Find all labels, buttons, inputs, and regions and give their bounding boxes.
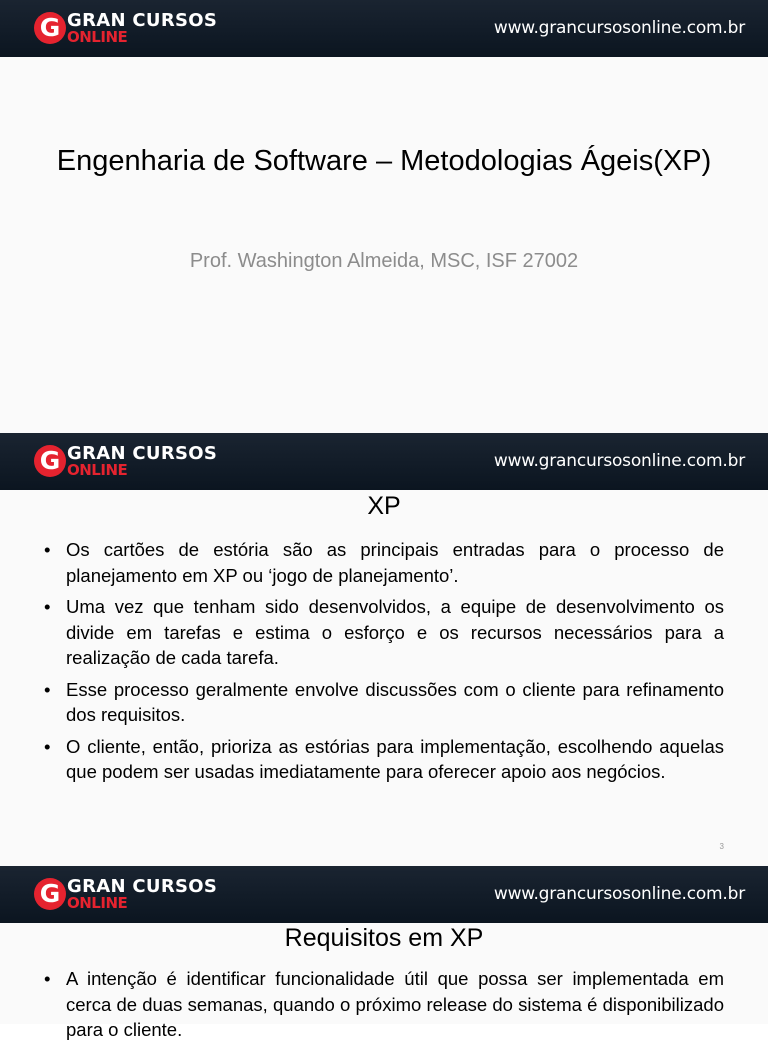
bullet-item: [44, 734, 724, 785]
bullet-text: Os cartões de estória são as principais entradas para o processo de planejamento em XP ou ‘jogo de planejamento’.: [66, 539, 724, 586]
bullet-icon: •: [44, 735, 51, 757]
bullet-icon: •: [44, 539, 51, 560]
site-url: www.grancursosonline.com.br: [493, 451, 745, 471]
logo-g-icon: G: [34, 445, 66, 477]
logo-wordmark-bottom: ONLINE: [67, 28, 128, 46]
gran-cursos-logo: [34, 877, 224, 913]
slide-header: [0, 433, 768, 490]
slide-title: Requisitos em XP: [284, 924, 484, 952]
bullet-item: [44, 537, 724, 588]
bullet-text: A intenção é identificar funcionalidade útil que possa ser implementada em cerca de duas semanas, quando o próximo release do sistema é disponibilizado para o cliente.: [66, 968, 724, 1040]
slide-xp: [0, 433, 768, 866]
slide-title: XP: [367, 492, 401, 520]
bullet-list: [44, 537, 724, 791]
logo-wordmark-top: GRAN CURSOS: [67, 443, 218, 464]
site-url: www.grancursosonline.com.br: [493, 18, 745, 38]
bullet-item: [44, 677, 724, 728]
gran-cursos-logo: [34, 444, 224, 480]
bullet-text: O cliente, então, prioriza as estórias para implementação, escolhendo aquelas que podem ser usadas imediatamente para oferecer apoio aos negócios.: [66, 735, 724, 782]
slide-header: [0, 866, 768, 923]
bullet-icon: •: [44, 596, 51, 617]
logo-wordmark-bottom: ONLINE: [67, 894, 128, 912]
logo-wordmark-bottom: ONLINE: [67, 461, 128, 479]
gran-cursos-logo: [34, 11, 224, 47]
bullet-list: [44, 966, 724, 1049]
presenter-name: Prof. Washington Almeida, MSC, ISF 27002: [189, 250, 579, 272]
slide-cover: [0, 0, 768, 433]
page-number: 3: [719, 842, 724, 851]
logo-wordmark-top: GRAN CURSOS: [67, 876, 218, 897]
bullet-text: Esse processo geralmente envolve discussões com o cliente para refinamento dos requisitos.: [66, 678, 724, 725]
site-url: www.grancursosonline.com.br: [493, 884, 745, 904]
logo-wordmark-top: GRAN CURSOS: [67, 10, 218, 31]
logo-g-icon: G: [34, 878, 66, 910]
bullet-item: [44, 966, 724, 1043]
slide-requisitos-xp: [0, 866, 768, 1040]
bullet-icon: •: [44, 678, 51, 700]
logo-g-icon: G: [34, 12, 66, 44]
slide-header: [0, 0, 768, 57]
bullet-icon: •: [44, 968, 51, 989]
bullet-text: Uma vez que tenham sido desenvolvidos, a equipe de desenvolvimento os divide em tarefas e estima o esforço e os recursos necessários para a realização de cada tarefa.: [66, 596, 724, 668]
presentation-title: Engenharia de Software – Metodologias Ágeis(XP): [56, 145, 712, 177]
bullet-item: [44, 594, 724, 671]
